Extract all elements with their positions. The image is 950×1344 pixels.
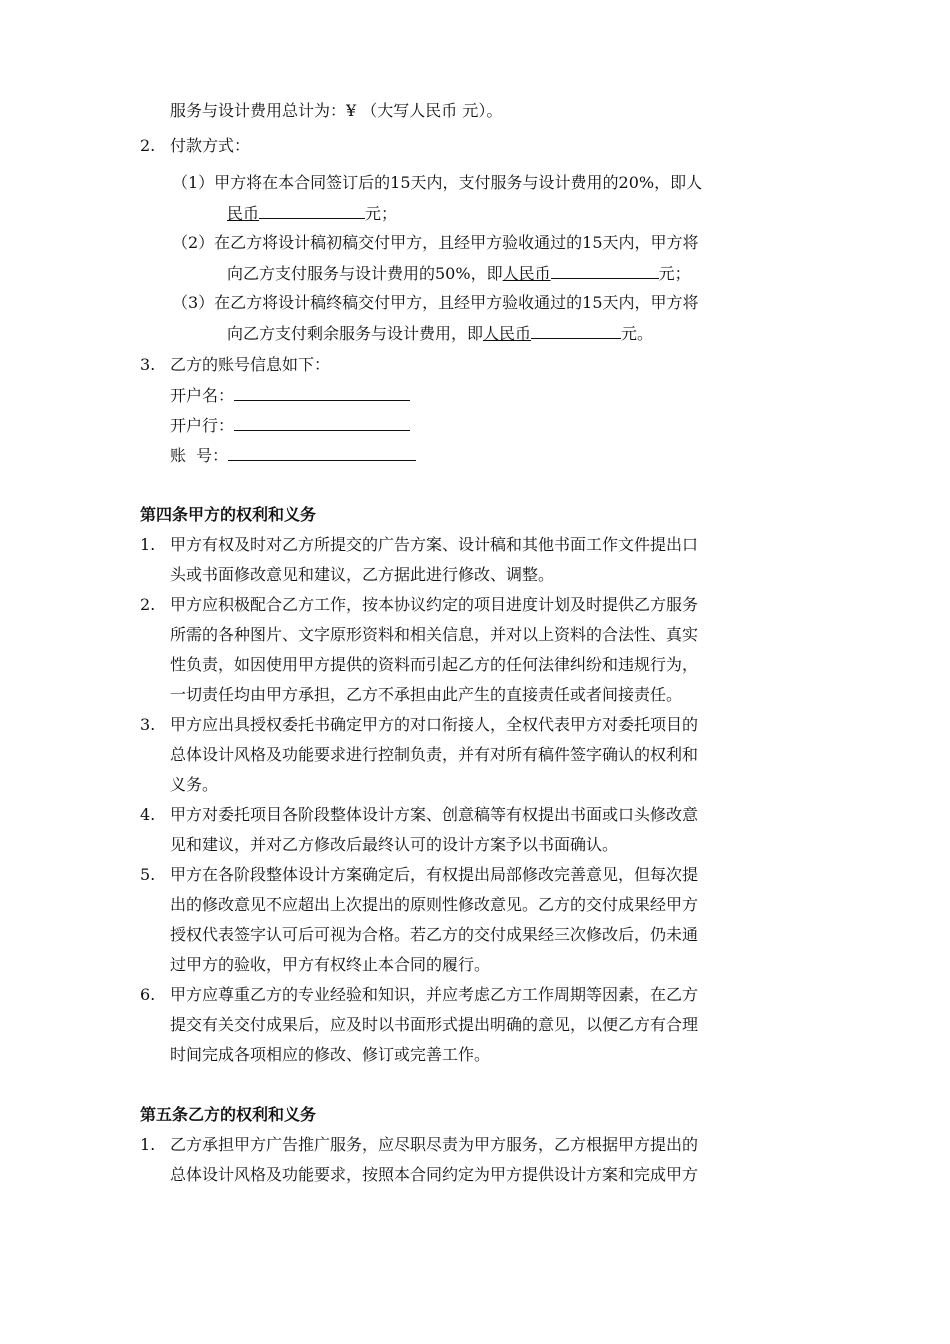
list-item-line: 提交有关交付成果后，应及时以书面形式提出明确的意见，以便乙方有合理	[170, 1015, 699, 1034]
currency-unit: 元。	[621, 324, 654, 343]
list-number: 5.	[140, 865, 156, 884]
list-number: 3.	[140, 715, 156, 734]
list-item-line: 总体设计风格及功能要求进行控制负责，并有对所有稿件签字确认的权利和	[170, 745, 699, 764]
list-item-line: 一切责任均由甲方承担，乙方不承担由此产生的直接责任或者间接责任。	[170, 685, 683, 704]
account-name-row	[170, 384, 410, 407]
currency-unit: 元；	[365, 204, 398, 223]
payment-stage-2-line2	[227, 262, 691, 285]
payment-stage-3-line2	[227, 322, 653, 345]
list-number: 1.	[140, 535, 156, 554]
payment-method-title: 付款方式：	[170, 136, 251, 155]
amount-blank[interactable]	[551, 262, 659, 279]
list-number: 6.	[140, 985, 156, 1004]
list-item-line: 甲方应积极配合乙方工作，按本协议约定的项目进度计划及时提供乙方服务	[170, 595, 699, 614]
stage-2-text: 向乙方支付服务与设计费用的50%，即	[227, 264, 503, 283]
list-item-line: 甲方应尊重乙方的专业经验和知识，并应考虑乙方工作周期等因素，在乙方	[170, 985, 699, 1004]
list-item-line: 甲方对委托项目各阶段整体设计方案、创意稿等有权提出书面或口头修改意	[170, 805, 699, 824]
list-number: 4.	[140, 805, 156, 824]
list-item-line: 性负责，如因使用甲方提供的资料而引起乙方的任何法律纠纷和违规行为，	[170, 655, 699, 674]
amount-blank[interactable]	[531, 322, 621, 339]
account-number-field[interactable]	[228, 444, 416, 461]
list-number: 2.	[140, 595, 156, 614]
account-number-row	[170, 444, 416, 467]
list-item-line: 头或书面修改意见和建议，乙方据此进行修改、调整。	[170, 565, 555, 584]
payment-stage-1-line1: （1）甲方将在本合同签订后的15天内，支付服务与设计费用的20%，即人	[172, 173, 703, 192]
list-number: 3.	[140, 355, 156, 374]
currency-label: 人民币	[483, 324, 532, 343]
list-item-line: 过甲方的验收，甲方有权终止本合同的履行。	[170, 955, 491, 974]
account-number-label: 账 号：	[170, 446, 229, 465]
list-item-line: 出的修改意见不应超出上次提出的原则性修改意见。乙方的交付成果经甲方	[170, 895, 699, 914]
list-item-line: 所需的各种图片、文字原形资料和相关信息，并对以上资料的合法性、真实	[170, 625, 699, 644]
currency-label: 民币	[227, 204, 260, 223]
list-item-line: 时间完成各项相应的修改、修订或完善工作。	[170, 1045, 491, 1064]
account-name-field[interactable]	[234, 384, 410, 401]
account-name-label: 开户名：	[170, 386, 235, 405]
payment-stage-1-line2	[227, 202, 397, 225]
bank-label: 开户行：	[170, 416, 235, 435]
list-item-line: 授权代表签字认可后可视为合格。若乙方的交付成果经三次修改后，仍未通	[170, 925, 699, 944]
list-item-line: 义务。	[170, 775, 219, 794]
list-item-line: 甲方有权及时对乙方所提交的广告方案、设计稿和其他书面工作文件提出口	[170, 535, 699, 554]
currency-label: 人民币	[502, 264, 551, 283]
list-item-line: 见和建议，并对乙方修改后最终认可的设计方案予以书面确认。	[170, 835, 619, 854]
currency-unit: 元；	[658, 264, 691, 283]
list-item-line: 甲方应出具授权委托书确定甲方的对口衔接人，全权代表甲方对委托项目的	[170, 715, 699, 734]
article-5-heading: 第五条乙方的权利和义务	[140, 1105, 317, 1124]
list-item-line: 乙方承担甲方广告推广服务，应尽职尽责为甲方服务，乙方根据甲方提出的	[170, 1135, 699, 1154]
stage-3-text: 向乙方支付剩余服务与设计费用，即	[227, 324, 484, 343]
payment-stage-3-line1: （3）在乙方将设计稿终稿交付甲方，且经甲方验收通过的15天内，甲方将	[172, 293, 699, 312]
list-item-line: 甲方在各阶段整体设计方案确定后，有权提出局部修改完善意见，但每次提	[170, 865, 699, 884]
payment-stage-2-line1: （2）在乙方将设计稿初稿交付甲方，且经甲方验收通过的15天内，甲方将	[172, 233, 699, 252]
list-number: 2.	[140, 136, 156, 155]
list-number: 1.	[140, 1135, 156, 1154]
account-info-title: 乙方的账号信息如下：	[170, 355, 331, 374]
amount-blank[interactable]	[259, 202, 365, 219]
bank-row	[170, 414, 410, 437]
fee-total-line: 服务与设计费用总计为：¥ （大写人民币 元）。	[170, 101, 503, 120]
list-item-line: 总体设计风格及功能要求，按照本合同约定为甲方提供设计方案和完成甲方	[170, 1165, 699, 1184]
bank-field[interactable]	[234, 414, 410, 431]
article-4-heading: 第四条甲方的权利和义务	[140, 505, 317, 524]
